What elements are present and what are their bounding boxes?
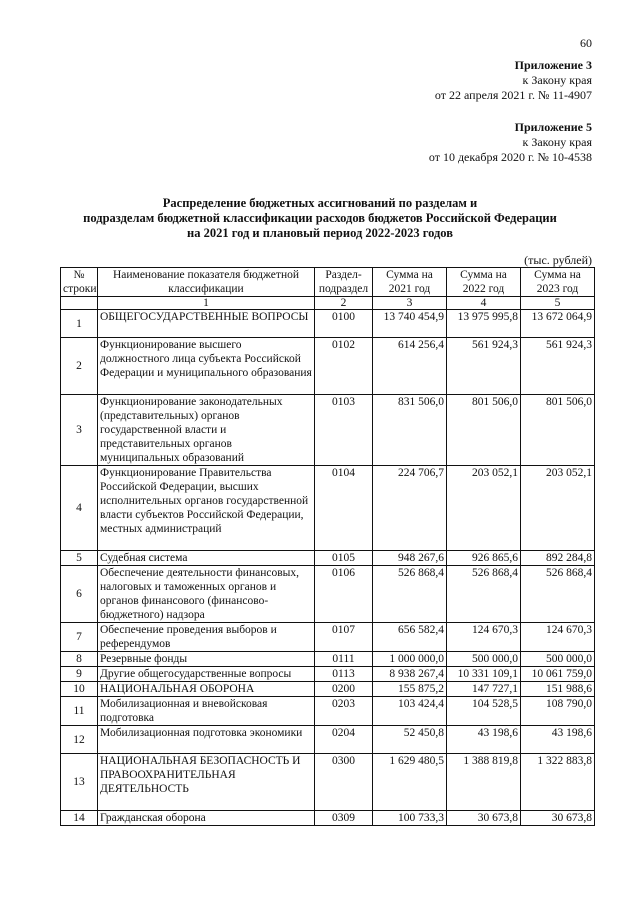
row-amount-2023: 13 672 064,9 xyxy=(521,310,595,338)
row-amount-2021: 100 733,3 xyxy=(373,811,447,826)
header-2022: Сумма на 2022 год xyxy=(447,268,521,297)
row-amount-2023: 1 322 883,8 xyxy=(521,754,595,811)
row-name: Функционирование законодательных (представительных) органов государственной власти и представительных органов муниципальных образований xyxy=(98,395,315,466)
column-index: 4 xyxy=(447,297,521,310)
row-number: 2 xyxy=(61,338,98,395)
row-amount-2023: 203 052,1 xyxy=(521,466,595,551)
row-amount-2022: 801 506,0 xyxy=(447,395,521,466)
row-amount-2022: 43 198,6 xyxy=(447,726,521,754)
row-name: НАЦИОНАЛЬНАЯ ОБОРОНА xyxy=(98,682,315,697)
table-row xyxy=(61,652,595,667)
row-amount-2023: 10 061 759,0 xyxy=(521,667,595,682)
row-name: НАЦИОНАЛЬНАЯ БЕЗОПАСНОСТЬ И ПРАВООХРАНИТЕЛЬНАЯ ДЕЯТЕЛЬНОСТЬ xyxy=(98,754,315,811)
appendix-5-law: к Закону края xyxy=(522,135,592,149)
row-amount-2022: 926 865,6 xyxy=(447,551,521,566)
column-index: 2 xyxy=(315,297,373,310)
row-number: 6 xyxy=(61,566,98,623)
row-amount-2022: 500 000,0 xyxy=(447,652,521,667)
table-row xyxy=(61,682,595,697)
page-number: 60 xyxy=(580,36,592,50)
row-amount-2023: 526 868,4 xyxy=(521,566,595,623)
row-amount-2023: 108 790,0 xyxy=(521,697,595,726)
row-number: 12 xyxy=(61,726,98,754)
table-row xyxy=(61,754,595,811)
header-2021: Сумма на 2021 год xyxy=(373,268,447,297)
row-amount-2022: 526 868,4 xyxy=(447,566,521,623)
table-row xyxy=(61,811,595,826)
row-amount-2021: 831 506,0 xyxy=(373,395,447,466)
row-amount-2021: 155 875,2 xyxy=(373,682,447,697)
header-2023: Сумма на 2023 год xyxy=(521,268,595,297)
row-code: 0105 xyxy=(315,551,373,566)
row-code: 0107 xyxy=(315,623,373,652)
row-name: Мобилизационная подготовка экономики xyxy=(98,726,315,754)
appendix-3-date: от 22 апреля 2021 г. № 11-4907 xyxy=(434,88,592,102)
row-name: Функционирование Правительства Российской Федерации, высших исполнительных органов государственной власти субъектов Российской Федерации, местных администраций xyxy=(98,466,315,551)
document-title xyxy=(60,196,580,241)
row-code: 0106 xyxy=(315,566,373,623)
row-number: 14 xyxy=(61,811,98,826)
row-amount-2022: 124 670,3 xyxy=(447,623,521,652)
row-number: 8 xyxy=(61,652,98,667)
table-row xyxy=(61,551,595,566)
row-code: 0100 xyxy=(315,310,373,338)
row-amount-2022: 147 727,1 xyxy=(447,682,521,697)
row-code: 0113 xyxy=(315,667,373,682)
column-index-empty xyxy=(61,297,98,310)
appendix-5-date: от 10 декабря 2020 г. № 10-4538 xyxy=(428,150,592,164)
column-index-row xyxy=(61,297,595,310)
title-line-2: подразделам бюджетной классификации расходов бюджетов Российской Федерации xyxy=(83,211,557,225)
table-row xyxy=(61,566,595,623)
appendix-3-header xyxy=(435,58,592,103)
column-index: 5 xyxy=(521,297,595,310)
units-label: (тыс. рублей) xyxy=(524,253,592,267)
table-row xyxy=(61,310,595,338)
row-name: Другие общегосударственные вопросы xyxy=(98,667,315,682)
title-line-1: Распределение бюджетных ассигнований по разделам и xyxy=(162,196,478,210)
row-amount-2022: 1 388 819,8 xyxy=(447,754,521,811)
row-amount-2022: 10 331 109,1 xyxy=(447,667,521,682)
table-row xyxy=(61,726,595,754)
row-amount-2021: 656 582,4 xyxy=(373,623,447,652)
appendix-3-title: Приложение 3 xyxy=(514,58,592,72)
column-index: 3 xyxy=(373,297,447,310)
row-code: 0204 xyxy=(315,726,373,754)
table-row xyxy=(61,395,595,466)
row-number: 9 xyxy=(61,667,98,682)
row-number: 4 xyxy=(61,466,98,551)
row-code: 0102 xyxy=(315,338,373,395)
row-amount-2023: 892 284,8 xyxy=(521,551,595,566)
row-number: 13 xyxy=(61,754,98,811)
row-amount-2022: 104 528,5 xyxy=(447,697,521,726)
row-name: Резервные фонды xyxy=(98,652,315,667)
table-row xyxy=(61,697,595,726)
row-number: 10 xyxy=(61,682,98,697)
row-amount-2022: 13 975 995,8 xyxy=(447,310,521,338)
row-amount-2021: 948 267,6 xyxy=(373,551,447,566)
row-amount-2022: 561 924,3 xyxy=(447,338,521,395)
row-amount-2021: 103 424,4 xyxy=(373,697,447,726)
row-code: 0300 xyxy=(315,754,373,811)
row-amount-2022: 30 673,8 xyxy=(447,811,521,826)
table-header-row xyxy=(61,268,595,297)
row-name: Обеспечение проведения выборов и референдумов xyxy=(98,623,315,652)
row-code: 0103 xyxy=(315,395,373,466)
table-row xyxy=(61,667,595,682)
table-row xyxy=(61,466,595,551)
row-name: Функционирование высшего должностного лица субъекта Российской Федерации и муниципального образования xyxy=(98,338,315,395)
row-code: 0203 xyxy=(315,697,373,726)
row-amount-2021: 52 450,8 xyxy=(373,726,447,754)
header-num: № строки xyxy=(61,268,98,297)
row-number: 5 xyxy=(61,551,98,566)
row-code: 0200 xyxy=(315,682,373,697)
row-amount-2023: 500 000,0 xyxy=(521,652,595,667)
appendix-3-law: к Закону края xyxy=(522,73,592,87)
row-amount-2021: 526 868,4 xyxy=(373,566,447,623)
column-index: 1 xyxy=(98,297,315,310)
row-amount-2021: 614 256,4 xyxy=(373,338,447,395)
row-amount-2021: 13 740 454,9 xyxy=(373,310,447,338)
row-code: 0104 xyxy=(315,466,373,551)
row-number: 11 xyxy=(61,697,98,726)
budget-table xyxy=(60,267,595,826)
row-name: Мобилизационная и вневойсковая подготовка xyxy=(98,697,315,726)
row-number: 3 xyxy=(61,395,98,466)
row-amount-2021: 1 000 000,0 xyxy=(373,652,447,667)
row-amount-2023: 43 198,6 xyxy=(521,726,595,754)
row-amount-2021: 1 629 480,5 xyxy=(373,754,447,811)
row-name: ОБЩЕГОСУДАРСТВЕННЫЕ ВОПРОСЫ xyxy=(98,310,315,338)
row-code: 0309 xyxy=(315,811,373,826)
row-number: 1 xyxy=(61,310,98,338)
row-number: 7 xyxy=(61,623,98,652)
header-code: Раздел-подраздел xyxy=(315,268,373,297)
row-name: Судебная система xyxy=(98,551,315,566)
appendix-5-title: Приложение 5 xyxy=(514,120,592,134)
row-amount-2022: 203 052,1 xyxy=(447,466,521,551)
row-amount-2023: 801 506,0 xyxy=(521,395,595,466)
row-amount-2023: 151 988,6 xyxy=(521,682,595,697)
row-amount-2023: 561 924,3 xyxy=(521,338,595,395)
row-amount-2023: 30 673,8 xyxy=(521,811,595,826)
table-row xyxy=(61,338,595,395)
header-name: Наименование показателя бюджетной классификации xyxy=(98,268,315,297)
table-row xyxy=(61,623,595,652)
row-amount-2023: 124 670,3 xyxy=(521,623,595,652)
title-line-3: на 2021 год и плановый период 2022-2023 годов xyxy=(187,226,453,240)
row-name: Гражданская оборона xyxy=(98,811,315,826)
row-amount-2021: 224 706,7 xyxy=(373,466,447,551)
row-amount-2021: 8 938 267,4 xyxy=(373,667,447,682)
row-code: 0111 xyxy=(315,652,373,667)
appendix-5-header xyxy=(429,120,592,165)
row-name: Обеспечение деятельности финансовых, налоговых и таможенных органов и органов финансового (финансово-бюджетного) надзора xyxy=(98,566,315,623)
